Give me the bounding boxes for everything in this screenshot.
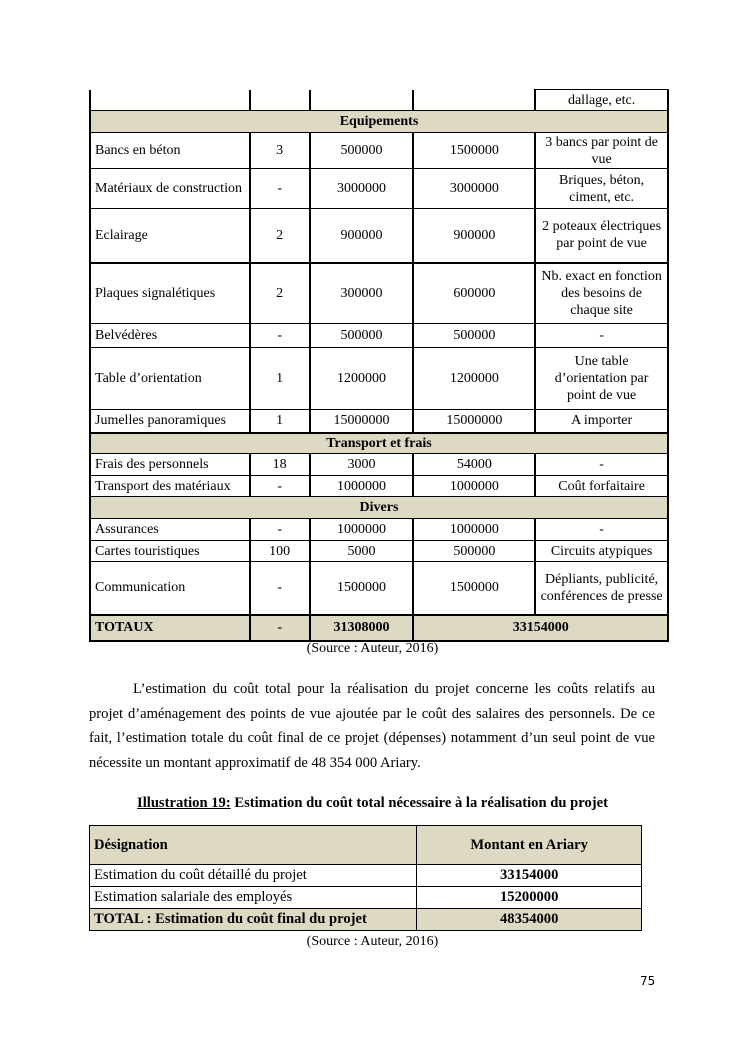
totals-row: TOTAUX - 31308000 33154000 bbox=[90, 615, 668, 641]
table-row: Communication - 1500000 1500000 Dépliants, publicité, conférences de presse bbox=[90, 562, 668, 615]
table-row: Assurances - 1000000 1000000 - bbox=[90, 519, 668, 541]
table-row: Bancs en béton 3 500000 1500000 3 bancs par point de vue bbox=[90, 133, 668, 169]
table-row: Frais des personnels 18 3000 54000 - bbox=[90, 454, 668, 476]
summary-total-row: TOTAL : Estimation du coût final du projet 48354000 bbox=[90, 909, 642, 931]
table-row: Jumelles panoramiques 1 15000000 15000000 A importer bbox=[90, 410, 668, 433]
summary-table bbox=[89, 825, 642, 931]
table-row: Eclairage 2 900000 900000 2 poteaux électriques par point de vue bbox=[90, 209, 668, 263]
table-row: Estimation du coût détaillé du projet 33154000 bbox=[90, 865, 642, 887]
section-header: Divers bbox=[90, 497, 668, 519]
summary-source: (Source : Auteur, 2016) bbox=[306, 934, 439, 949]
page-number: 75 bbox=[640, 974, 656, 988]
section-header: Equipements bbox=[90, 111, 668, 133]
table-row: Table d’orientation 1 1200000 1200000 Une table d’orientation par point de vue bbox=[90, 348, 668, 410]
table-row: Plaques signalétiques 2 300000 600000 Nb. exact en fonction des besoins de chaque site bbox=[90, 263, 668, 324]
table-row: Belvédères - 500000 500000 - bbox=[90, 324, 668, 348]
section-header: Transport et frais bbox=[90, 433, 668, 454]
table-row: Cartes touristiques 100 5000 500000 Circuits atypiques bbox=[90, 541, 668, 562]
table-row: Estimation salariale des employés 15200000 bbox=[90, 887, 642, 909]
cost-detail-table bbox=[89, 89, 669, 642]
body-paragraph: L’estimation du coût total pour la réalisation du projet concerne les coûts relatifs au projet d’aménagement des points de vue ajoutée par le coût des salaires des personnels. De ce fait, l’estimation totale du coût final de ce projet (dépenses) notamment d’un seul point de vue nécessite un montant approximatif de 48 354 000 Ariary. bbox=[89, 681, 655, 771]
table-source: (Source : Auteur, 2016) bbox=[306, 641, 439, 656]
illustration-label: Illustration 19: bbox=[137, 795, 231, 811]
table-row: Transport des matériaux - 1000000 1000000 Coût forfaitaire bbox=[90, 476, 668, 497]
remarks-cell: dallage, etc. bbox=[535, 90, 668, 111]
table-row bbox=[90, 90, 668, 111]
illustration-title: Estimation du coût total nécessaire à la réalisation du projet bbox=[230, 795, 608, 811]
illustration-caption bbox=[0, 795, 745, 812]
summary-header-row: Désignation Montant en Ariary bbox=[90, 826, 642, 865]
table-row: Matériaux de construction - 3000000 3000000 Briques, béton, ciment, etc. bbox=[90, 169, 668, 209]
